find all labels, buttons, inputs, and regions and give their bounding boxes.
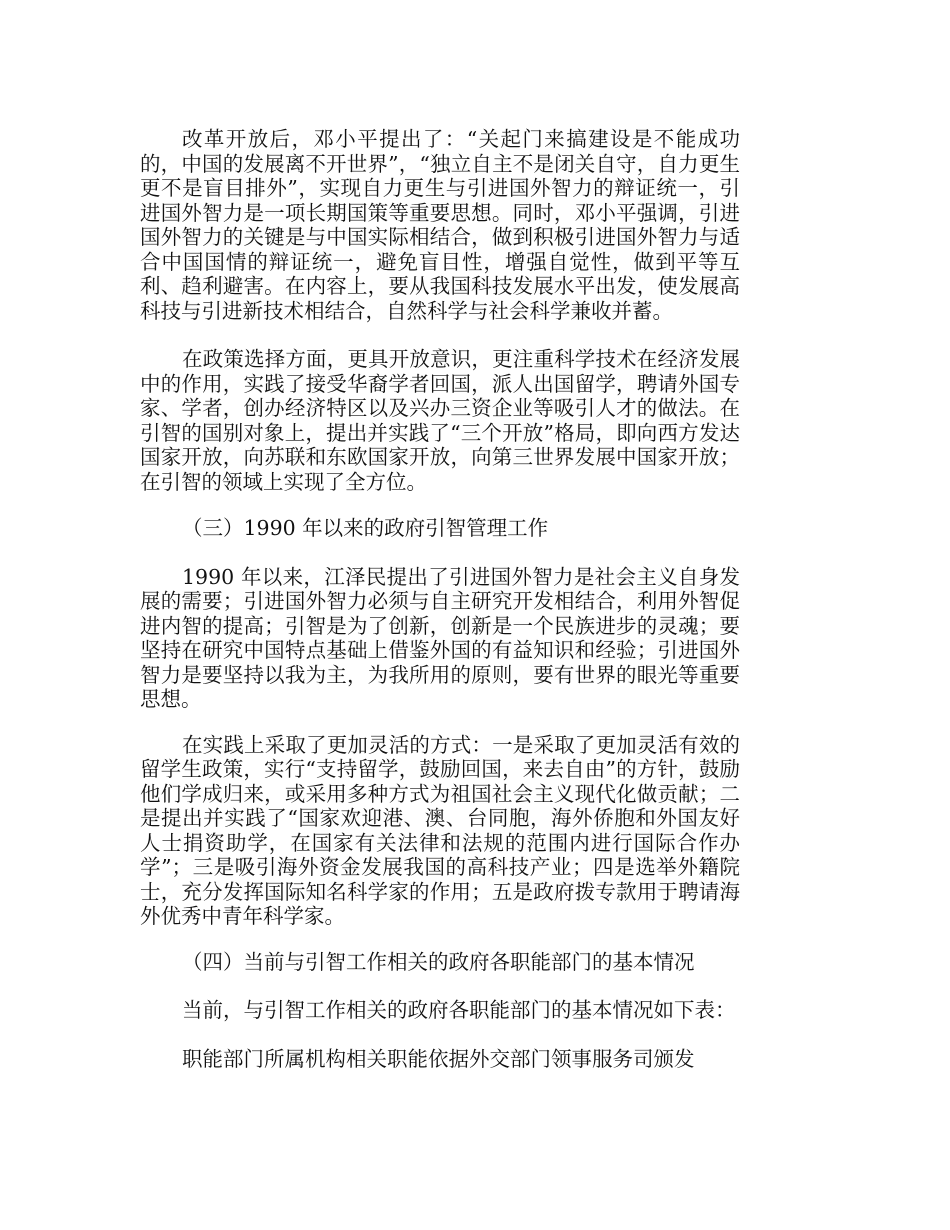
paragraph-table-header: 职能部门所属机构相关职能依据外交部门领事服务司颁发 xyxy=(182,1046,695,1071)
paragraph-policy-choice: 在政策选择方面，更具开放意识，更注重科学技术在经济发展中的作用，实践了接受华裔学者回国，派人出国留学，聘请外国专家、学者，创办经济特区以及兴办三资企业等吸引人才的做法。在引智的国别对象上，提出并实践了“三个开放”格局，即向西方发达国家开放，向苏联和东欧国家开放，向第三世界发展中国家开放；在引智的领域上实现了全方位。 xyxy=(140,347,740,494)
paragraph-jiang-thoughts: 1990 年以来，江泽民提出了引进国外智力是社会主义自身发展的需要；引进国外智力必须与自主研究开发相结合，利用外智促进内智的提高；引智是为了创新，创新是一个民族进步的灵魂；要坚持在研究中国特点基础上借鉴外国的有益知识和经验；引进国外智力是要坚持以我为主，为我所用的原则，要有世界的眼光等重要思想。 xyxy=(140,564,740,711)
paragraph-practice-methods: 在实践上采取了更加灵活的方式：一是采取了更加灵活有效的留学生政策，实行“支持留学，鼓励回国，来去自由”的方针，鼓励他们学成归来，或采用多种方式为祖国社会主义现代化做贡献；二是提出并实践了“国家欢迎港、澳、台同胞，海外侨胞和外国友好人士捐资助学，在国家有关法律和法规的范围内进行国际合作办学”；三是吸引海外资金发展我国的高科技产业；四是选举外籍院士，充分发挥国际知名科学家的作用；五是政府拨专款用于聘请海外优秀中青年科学家。 xyxy=(140,732,740,928)
section-heading-departments: （四）当前与引智工作相关的政府各职能部门的基本情况 xyxy=(182,949,695,974)
paragraph-table-intro: 当前，与引智工作相关的政府各职能部门的基本情况如下表： xyxy=(182,998,736,1022)
document-page xyxy=(140,127,740,1071)
paragraph-deng-reform: 改革开放后，邓小平提出了：“关起门来搞建设是不能成功的，中国的发展离不开世界”，“独立自主不是闭关自守，自力更生更不是盲目排外”，实现自力更生与引进国外智力的辩证统一，引进国外智力是一项长期国策等重要思想。同时，邓小平强调，引进国外智力的关键是与中国实际相结合，做到积极引进国外智力与适合中国国情的辩证统一，避免盲目性，增强自觉性，做到平等互利、趋利避害。在内容上，要从我国科技发展水平出发，使发展高科技与引进新技术相结合，自然科学与社会科学兼收并蓄。 xyxy=(140,127,740,323)
section-heading-1990: （三）1990 年以来的政府引智管理工作 xyxy=(182,516,549,540)
